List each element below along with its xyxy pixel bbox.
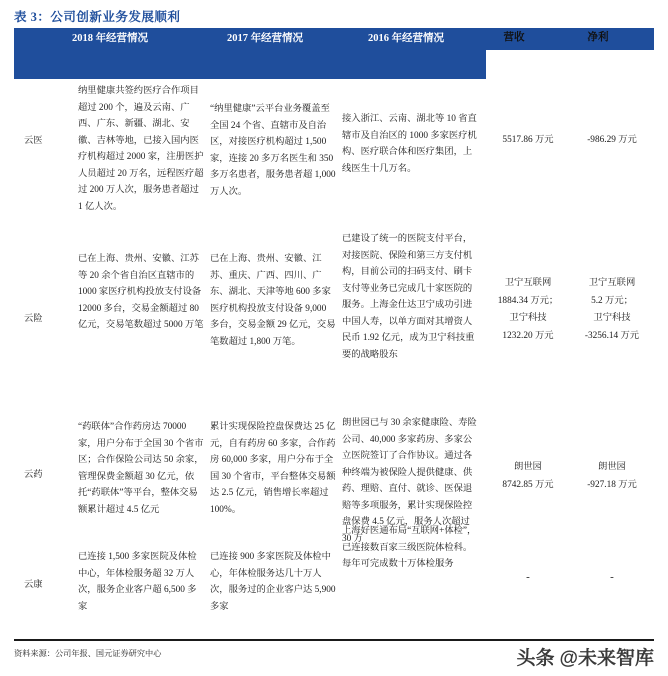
- source-note: 资料来源：公司年报、国元证券研究中心: [14, 649, 162, 658]
- cell-revenue: 5517.86 万元: [502, 135, 554, 145]
- cell-profit: -986.29 万元: [587, 135, 637, 145]
- cell-profit: 朗世园 -927.18 万元: [587, 462, 637, 490]
- cell-2018: 已在上海、贵州、安徽、江苏等 20 余个省自治区直辖市的 1000 家医疗机构投放支付设备 12000 多台，交易金额超过 80 亿元，交易笔数超过 5000 万笔: [78, 254, 204, 331]
- column-header-profit: 净利: [587, 32, 609, 43]
- column-header-revenue: 营收: [503, 32, 525, 43]
- column-group-header-year: 2018 年: [538, 7, 574, 18]
- cell-revenue: -: [526, 571, 530, 583]
- cell-2018: 已连接 1,500 多家医院及体检中心，年体检服务超 32 万人次，服务企业客户超 6,500 多家: [78, 552, 197, 612]
- cell-2016: 朗世园已与 30 余家健康险、寿险公司、40,000 多家药房、多家公立医院签订了合作协议。通过各种终端为被保险人提供健康、供药、理赔、直付、就诊、医保退赔等多项服务，累计实现保险控盘保费 4.5 亿元，服务人次超过 30 万: [342, 418, 477, 544]
- cell-2017: 累计实现保险控盘保费达 25 亿元，自有药房 60 多家，合作药房 60,000 多家，用户分布于全国 30 个省市，平台整体交易额达 2.5 亿元，销售增长率超过 100%。: [210, 422, 336, 515]
- cell-revenue: 朗世园 8742.85 万元: [502, 462, 554, 490]
- cell-2018: “药联体”合作药房达 70000 家，用户分布于全国 30 个省市区；合作保险公司达 50 余家，管理保费金额超 30 亿元，依托“药联体”等平台，整体交易额累计超过 4.5 亿元: [78, 422, 204, 515]
- cell-2016: 上海好医通布局“互联网+体检”，已连接数百家三级医院体检科。每年可完成数十万体检服务: [342, 526, 477, 570]
- table-row: [14, 231, 654, 419]
- row-label: 云药: [24, 470, 43, 480]
- table-row: [14, 79, 654, 231]
- cell-2016: 接入浙江、云南、湖北等 10 省直辖市及自治区的 1000 多家医疗机构、医疗联合体和医疗集团，上线医生十几万名。: [342, 114, 477, 174]
- cell-profit: 卫宁互联网 5.2 万元； 卫宁科技 -3256.14 万元: [584, 278, 640, 341]
- column-header-2018: 2018 年经营情况: [71, 33, 149, 44]
- cell-2017: “纳里健康”云平台业务覆盖至全国 24 个省、直辖市及自治区，对接医疗机构超过 1,500 家，连接 20 多万名医生和 350 多万名患者，服务患者超 1,000 万人次。: [210, 104, 336, 197]
- header-sub-block: [486, 50, 654, 79]
- table-body: [14, 79, 654, 639]
- row-label: 云险: [24, 314, 43, 324]
- watermark-brand: 头条: [516, 648, 555, 669]
- cell-2018: 纳里健康共签约医疗合作项目超过 200 个，遍及云南、广西、广东、新疆、湖北、安徽、吉林等地，已接入国内医疗机构超过 2000 家，注册医护人员超过 20 万名，远程医疗超过 200 万人次，服务患者超过 1 亿人次。: [78, 86, 204, 212]
- row-label: 云康: [24, 580, 43, 590]
- row-label: 云医: [24, 136, 43, 146]
- cell-2017: 已在上海、贵州、安徽、江苏、重庆、广西、四川、广东、湖北、天津等地 600 多家医疗机构投放支付设备 9,000 多台，交易金额 29 亿元，交易笔数超过 1,800 万笔。: [210, 254, 336, 347]
- cell-profit: -: [610, 571, 614, 583]
- table-caption: 表 3：公司创新业务发展顺利: [14, 10, 181, 24]
- column-header-2016: 2016 年经营情况: [367, 33, 445, 44]
- table-bottom-rule: [14, 639, 654, 641]
- watermark: [516, 643, 654, 670]
- cell-revenue: 卫宁互联网 1884.34 万元； 卫宁科技 1232.20 万元: [497, 278, 559, 341]
- cell-2017: 已连接 900 多家医院及体检中心，年体检服务达几十万人次，服务过的企业客户达 5,900 多家: [210, 552, 336, 612]
- watermark-handle: @未来智库: [559, 648, 654, 669]
- table-row: [14, 418, 654, 544]
- cell-2016: 已建设了统一的医院支付平台，对接医院、保险和第三方支付机构，目前公司的扫码支付、刷卡支付等业务已完成几十家医院的服务。上海金仕达卫宁成功引进中国人寿，以单方面对其增资人民币 1.92 亿元，成为卫宁科技重要的战略股东: [342, 234, 475, 360]
- column-header-2017: 2017 年经营情况: [226, 33, 304, 44]
- table-row: [14, 526, 654, 653]
